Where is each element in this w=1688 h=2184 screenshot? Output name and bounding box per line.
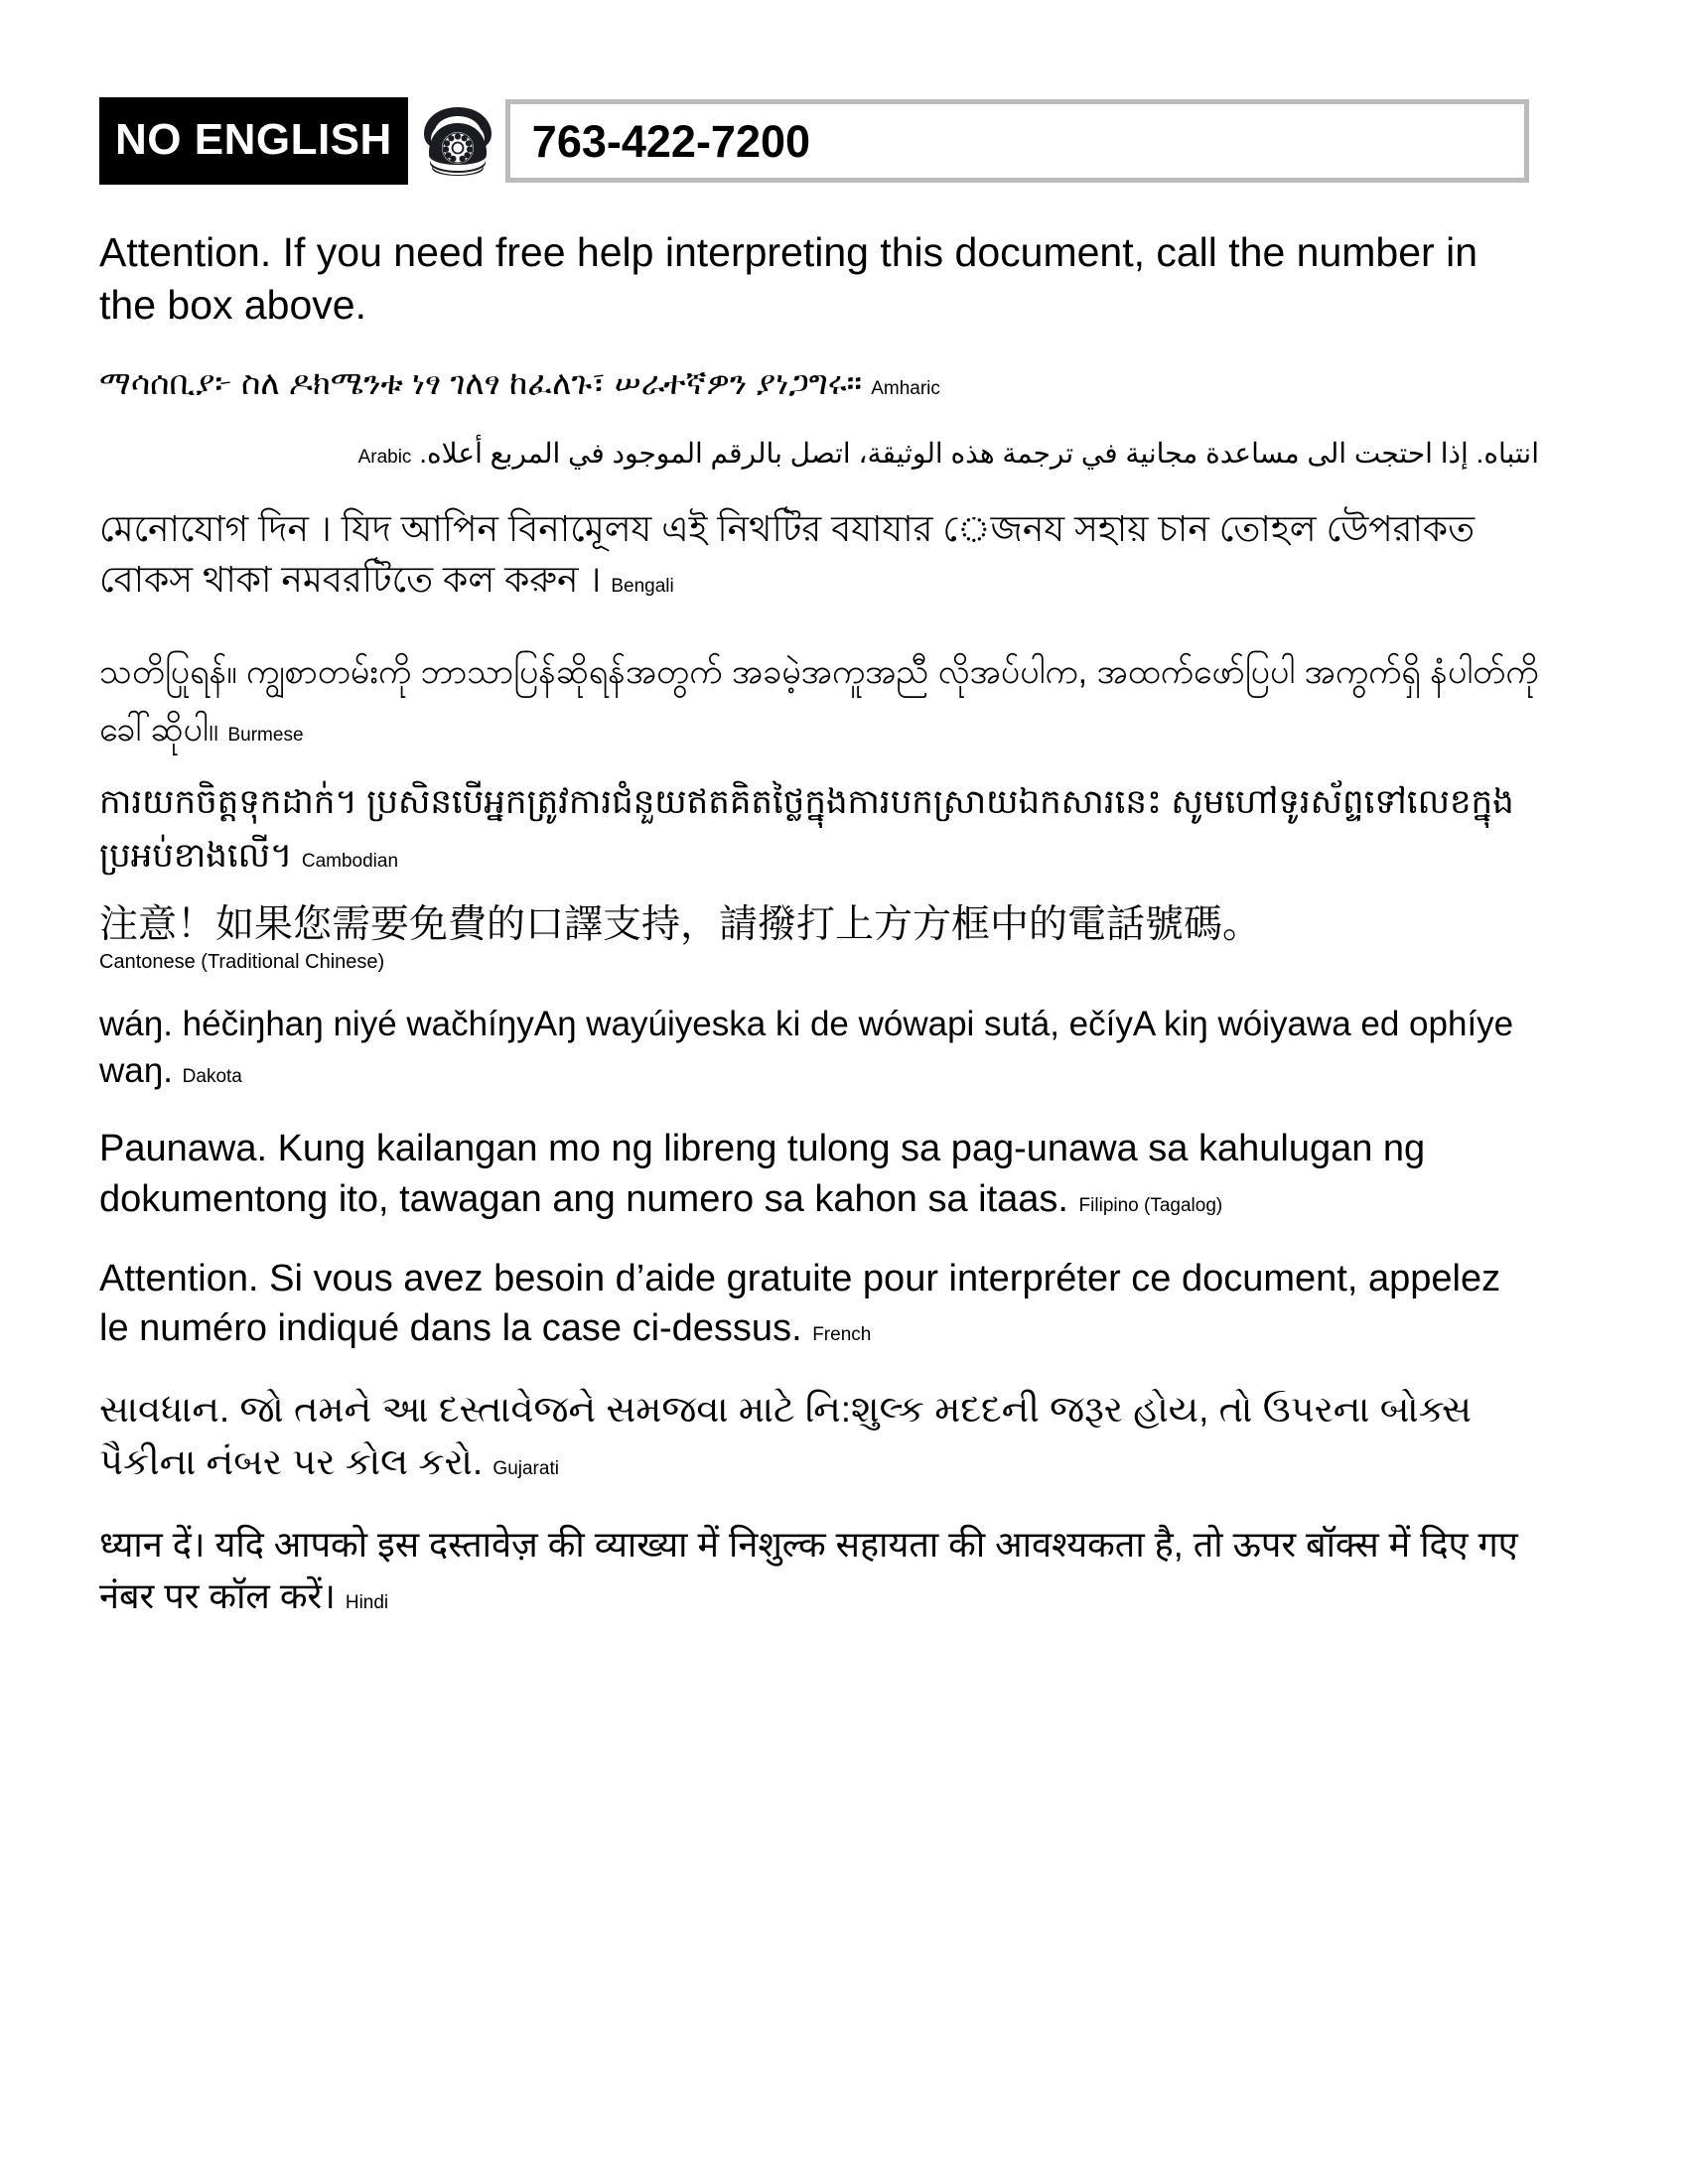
no-english-badge: NO ENGLISH [99,97,408,185]
notice-body-english: Attention. If you need free help interpreting this document, call the number in the box above. [99,229,1477,329]
language-tag-amharic: Amharic [871,377,940,399]
notice-cantonese [99,901,1539,972]
phone-number-box [505,99,1529,183]
notice-gujarati [99,1383,1539,1489]
notice-hindi [99,1519,1539,1623]
notice-body-gujarati: સાવધાન. જો તમને આ દસ્તાવેજને સમજવા માટે નિ:શુલ્ક મદદની જરૂર હોય, તો ઉપરના બોક્સ પૈકીના નંબર પર કોલ કરો. [99,1389,1472,1483]
notice-english [99,226,1539,333]
telephone-icon [416,97,499,185]
language-tag-cantonese: Cantonese (Traditional Chinese) [99,950,385,973]
notice-text-hindi [99,1519,1539,1623]
notice-text-french [99,1254,1539,1353]
notice-dakota [99,1002,1539,1095]
notice-body-cantonese: 注意！如果您需要免費的口譯支持，請撥打上方方框中的電話號碼。 [99,902,1262,946]
notice-text-english [99,226,1539,333]
language-tag-dakota: Dakota [182,1065,242,1087]
notice-body-dakota: wáŋ. héčiŋhaŋ niyé wačhíŋyAŋ wayúiyeska ki de wówapi sutá, ečíyA kiŋ wóiyawa ed ophíye waŋ. [99,1004,1514,1090]
notice-amharic [99,362,1539,405]
notice-body-arabic: انتباه. إذا احتجت الى مساعدة مجانية في ترجمة هذه الوثيقة، اتصل بالرقم الموجود في المربع أعلاه. [419,438,1539,470]
notice-cambodian [99,776,1539,883]
language-tag-arabic: Arabic [357,447,412,469]
language-tag-cambodian: Cambodian [301,851,399,873]
language-tag-filipino: Filipino (Tagalog) [1078,1194,1223,1216]
notice-bengali [99,503,1539,605]
notice-text-burmese [99,644,1539,759]
language-tag-burmese: Burmese [227,724,304,746]
notice-arabic [99,434,1539,473]
language-tag-bengali: Bengali [611,575,674,597]
notice-text-arabic [99,434,1539,473]
notice-burmese [99,644,1539,759]
notice-text-amharic [99,362,1539,405]
notice-body-bengali: মেনােযােগ দিন । যিদ আপিন বিনামূেলয এই নিথটির বযাযার েজনয সহায় চান তােহল উেপরাকত বােকস থাকা নমবরটিতে কল করুন । [99,507,1476,600]
notice-text-bengali [99,503,1539,605]
notice-body-filipino: Paunawa. Kung kailangan mo ng libreng tulong sa pag-unawa sa kahulugan ng dokumentong ito, tawagan ang numero sa kahon sa itaas. [99,1128,1426,1220]
no-english-header [99,97,1529,185]
notice-french [99,1254,1539,1353]
language-notices-list [99,226,1539,1653]
notice-body-french: Attention. Si vous avez besoin d’aide gratuite pour interpréter ce document, appelez le numéro indiqué dans la case ci-dessus. [99,1257,1501,1349]
language-tag-french: French [812,1323,872,1345]
notice-body-hindi: ध्यान दें। यदि आपको इस दस्तावेज़ की व्याख्या में निशुल्क सहायता की आवश्यकता है, तो ऊपर बॉक्स में दिए गए नंबर पर कॉल करें। [99,1523,1518,1617]
notice-body-cambodian: ការយកចិត្តទុកដាក់។ ប្រសិនបើអ្នកត្រូវការជំនួយឥតគិតថ្លៃក្នុងការបកស្រាយឯកសារនេះ សូមហៅទូរស័ព្ទទៅលេខក្នុងប្រអប់ខាងលើ។ [99,783,1514,876]
language-tag-gujarati: Gujarati [492,1458,559,1480]
notice-text-gujarati [99,1383,1539,1489]
notice-filipino [99,1124,1539,1223]
phone-number: 763-422-7200 [531,115,811,167]
notice-body-amharic: ማሳሰቢያ፦ ስለ ዶክሜንቱ ነፃ ገለፃ ከፈለጉ፣ ሠራተኛዎን ያነጋግሩ። [99,363,863,401]
notice-text-filipino [99,1124,1539,1223]
notice-text-cantonese [99,901,1539,950]
notice-text-dakota [99,1002,1539,1095]
notice-body-burmese: သတိပြုရန်။ ကျွစာတမ်းကို ဘာသာပြန်ဆိုရန်အတွက် အခမဲ့အကူအညီ လိုအပ်ပါက, အထက်ဖော်ပြပါ အကွက်ရှိ နံပါတ်ကို ခေါ်ဆိုပါ။ [99,652,1539,749]
language-tag-hindi: Hindi [345,1592,389,1614]
notice-text-cambodian [99,776,1539,883]
